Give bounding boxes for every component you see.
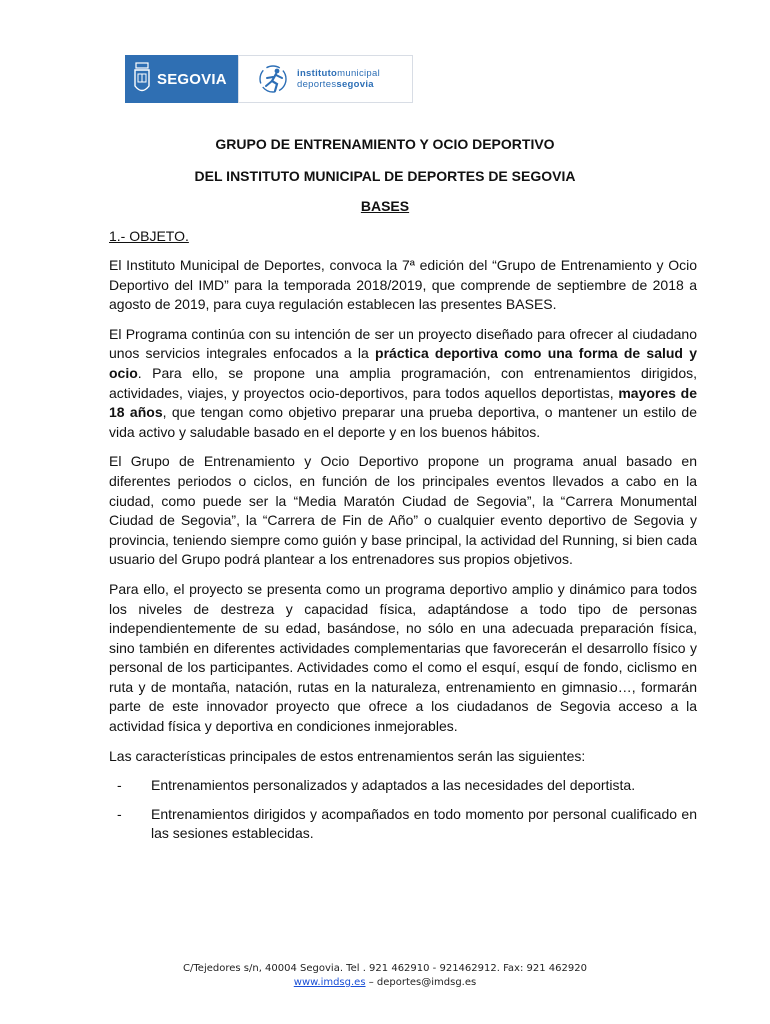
imd-logo-line1-strong: instituto xyxy=(297,68,338,79)
list-item-text: Entrenamientos personalizados y adaptados a las necesidades del deportista. xyxy=(151,777,636,794)
list-item xyxy=(109,805,697,844)
list-item-text: Entrenamientos dirigidos y acompañados en todo momento por personal cualificado en las sesiones establecidas. xyxy=(151,805,697,842)
footer-contact xyxy=(0,976,770,990)
website-link[interactable]: www.imdsg.es xyxy=(293,977,366,988)
imd-logo-line1-rest: municipal xyxy=(337,68,381,79)
paragraph-5: Las características principales de estos entrenamientos serán las siguientes: xyxy=(109,747,586,764)
paragraph-3: El Grupo de Entrenamiento y Ocio Deportivo propone un programa anual basado en diferentes periodos o ciclos, en función de los principales eventos llevados a cabo en la ciudad, como puede ser la “Media Maratón Ciudad de Segovia”, la “Carrera Monumental Ciudad de Segovia”, la “Carrera de Fin de Año” o cualquier evento deportivo de Segovia y provincia, teniendo siempre como guión y base principal, la actividad del Running, si bien cada usuario del Grupo podrá plantear a los entrenadores sus propios objetivos. xyxy=(109,453,697,568)
footer-separator: – xyxy=(365,977,377,988)
paragraph-2-bold-a: práctica deportiva como una forma de salud y ocio xyxy=(109,345,697,381)
segovia-crest-icon xyxy=(133,62,151,96)
document-body xyxy=(109,256,697,853)
imd-logo-text xyxy=(297,68,380,90)
runner-logo-icon xyxy=(257,64,293,94)
document-title-line1: GRUPO DE ENTRENAMIENTO Y OCIO DEPORTIVO xyxy=(215,136,555,152)
paragraph-2-bold-b: mayores de 18 años xyxy=(109,384,698,421)
imd-logo-line2-strong: segovia xyxy=(336,79,374,90)
characteristics-list xyxy=(109,776,697,844)
paragraph-4: Para ello, el proyecto se presenta como un programa deportivo amplio y dinámico para todos los niveles de destreza y capacidad física, adaptándose a todo tipo de personas independientemente de su edad, basándose, no sólo en una adecuada preparación física, sino también en diferentes actividades complementarias que favorecerán el desarrollo físico y personal de los participantes. Actividades como el como el esquí, esquí de fondo, ciclismo en ruta y de montaña, natación, rutas en la naturaleza, entrenamiento en gimnasio…, formarán parte de este innovador proyecto que ofrece a los ciudadanos de Segovia acceso a la actividad física y deportiva en condiciones inmejorables. xyxy=(109,580,697,735)
document-title-line2: DEL INSTITUTO MUNICIPAL DE DEPORTES DE SEGOVIA xyxy=(194,168,576,184)
footer-address: C/Tejedores s/n, 40004 Segovia. Tel . 921 462910 - 921462912. Fax: 921 462920 xyxy=(183,963,587,974)
list-dash: - xyxy=(117,777,122,794)
document-title-bases: BASES xyxy=(360,198,410,214)
segovia-logo-text: SEGOVIA xyxy=(157,70,227,88)
footer-email: deportes@imdsg.es xyxy=(376,977,477,988)
page-footer xyxy=(0,962,770,990)
paragraph-2-text-c: , que tengan como objetivo preparar una prueba deportiva, o mantener un estilo de vida activo y saludable basado en el deporte y en los buenos hábitos. xyxy=(109,404,698,440)
imd-logo xyxy=(238,55,413,103)
list-item xyxy=(109,776,697,796)
paragraph-2-text-a: El Programa continúa con su intención de ser un proyecto diseñado para ofrecer al ciudadano unos servicios integrales enfocados a la xyxy=(109,325,697,362)
segovia-logo xyxy=(125,55,238,103)
paragraph-2 xyxy=(109,325,697,443)
list-dash: - xyxy=(117,805,122,822)
paragraph-1: El Instituto Municipal de Deportes, convoca la 7ª edición del “Grupo de Entrenamiento y Ocio Deportivo del IMD” para la temporada 2018/2019, que comprende de septiembre de 2018 a agosto de 2019, para cuya regulación establecen las presentes BASES. xyxy=(109,257,697,313)
imd-logo-line2-rest: deportes xyxy=(297,79,337,90)
section-heading-objeto: 1.- OBJETO. xyxy=(109,228,189,244)
paragraph-2-text-b: . Para ello, se propone una amplia programación, con entrenamientos dirigidos, actividades, viajes, y proyectos ocio-deportivos, para todos aquellos deportistas, xyxy=(109,364,697,401)
